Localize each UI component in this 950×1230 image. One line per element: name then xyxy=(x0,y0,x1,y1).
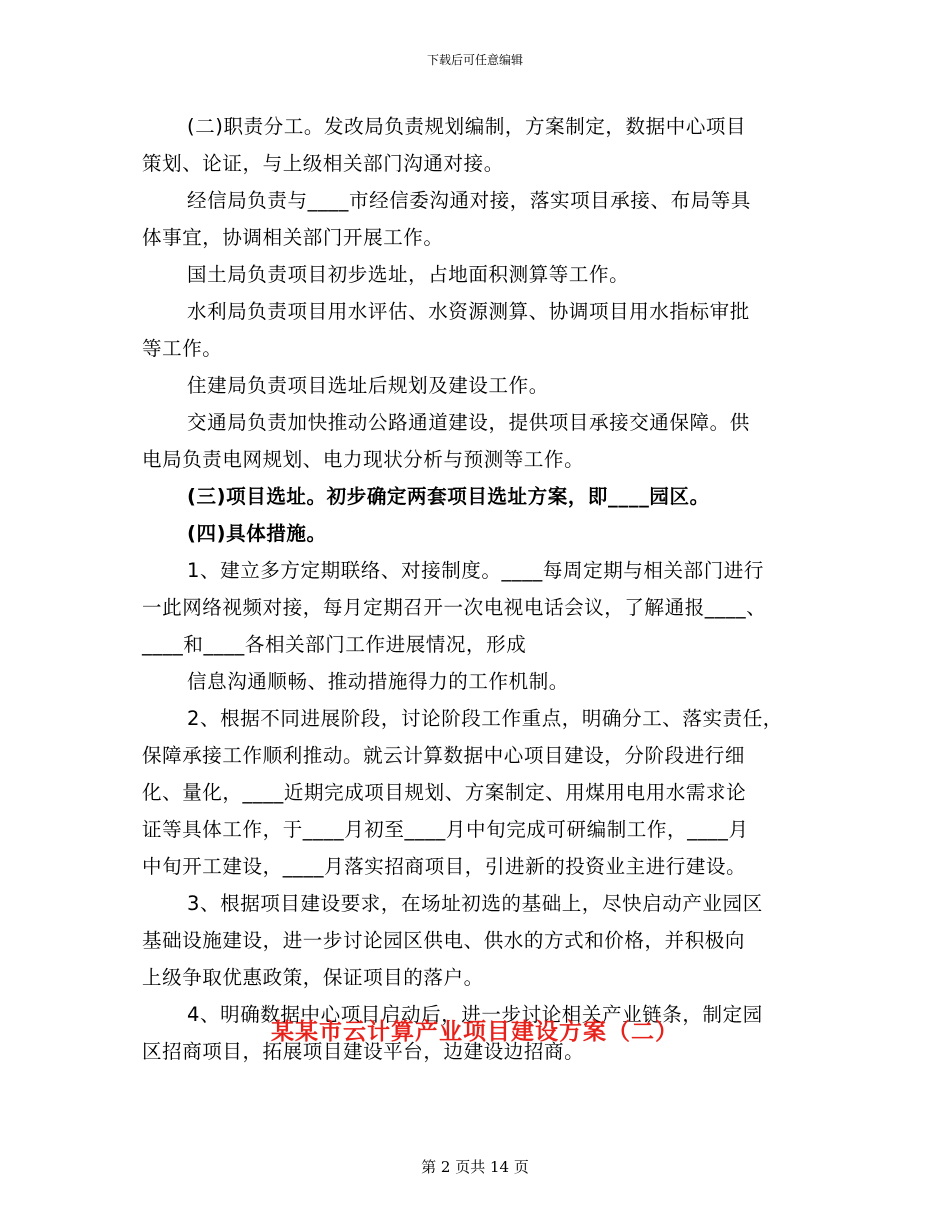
text-line: 证等具体工作，于____月初至____月中旬完成可研编制工作，____月 xyxy=(142,818,749,841)
text-line: 上级争取优惠政策，保证项目的落户。 xyxy=(142,966,484,989)
text-line: 保障承接工作顺利推动。就云计算数据中心项目建设，分阶段进行细 xyxy=(142,744,746,767)
text-line: 信息沟通顺畅、推动措施得力的工作机制。 xyxy=(187,670,569,693)
text-line: 国土局负责项目初步选址，占地面积测算等工作。 xyxy=(187,263,630,286)
text-line: 3、根据项目建设要求，在场址初选的基础上，尽快启动产业园区 xyxy=(187,892,763,915)
text-line: 基础设施建设，进一步讨论园区供电、供水的方式和价格，并积极向 xyxy=(142,929,746,952)
text-line: 交通局负责加快推动公路通道建设，提供项目承接交通保障。供 xyxy=(187,411,750,434)
text-line: 1、建立多方定期联络、对接制度。____每周定期与相关部门进行 xyxy=(187,559,765,582)
text-line: 区招商项目，拓展项目建设平台，边建设边招商。 xyxy=(142,1040,585,1063)
text-line: 化、量化，____近期完成项目规划、方案制定、用煤用电用水需求论 xyxy=(142,781,747,804)
text-line: 体事宜，协调相关部门开展工作。 xyxy=(142,226,444,249)
text-line: 经信局负责与____市经信委沟通对接，落实项目承接、布局等具 xyxy=(187,189,752,212)
text-line: 电局负责电网规划、电力现状分析与预测等工作。 xyxy=(142,448,585,471)
page-number: 第 2 页共 14 页 xyxy=(421,1158,529,1176)
text-line: (三)项目选址。初步确定两套项目选址方案，即____园区。 xyxy=(187,485,710,508)
text-line: (四)具体措施。 xyxy=(187,522,327,545)
text-line: ____和____各相关部门工作进展情况，形成 xyxy=(142,633,527,656)
text-line: 策划、论证，与上级相关部门沟通对接。 xyxy=(142,152,504,175)
text-line: 一此网络视频对接，每月定期召开一次电视电话会议，了解通报____、 xyxy=(142,596,767,619)
document-body xyxy=(142,108,810,1070)
text-line: 2、根据不同进展阶段，讨论阶段工作重点，明确分工、落实责任， xyxy=(187,707,783,730)
page-header-note: 下载后可任意编辑 xyxy=(426,53,523,67)
text-line: 住建局负责项目选址后规划及建设工作。 xyxy=(187,374,549,397)
text-line: 中旬开工建设，____月落实招商项目，引进新的投资业主进行建设。 xyxy=(142,855,747,878)
section-title: 某某市云计算产业项目建设方案（二） xyxy=(271,1019,679,1045)
text-line: 水利局负责项目用水评估、水资源测算、协调项目用水指标审批 xyxy=(187,300,750,323)
text-line: (二)职责分工。发改局负责规划编制，方案制定，数据中心项目 xyxy=(187,115,747,138)
text-line: 4、明确数据中心项目启动后，进一步讨论相关产业链条，制定园 xyxy=(187,1003,763,1026)
text-line: 等工作。 xyxy=(142,337,223,360)
